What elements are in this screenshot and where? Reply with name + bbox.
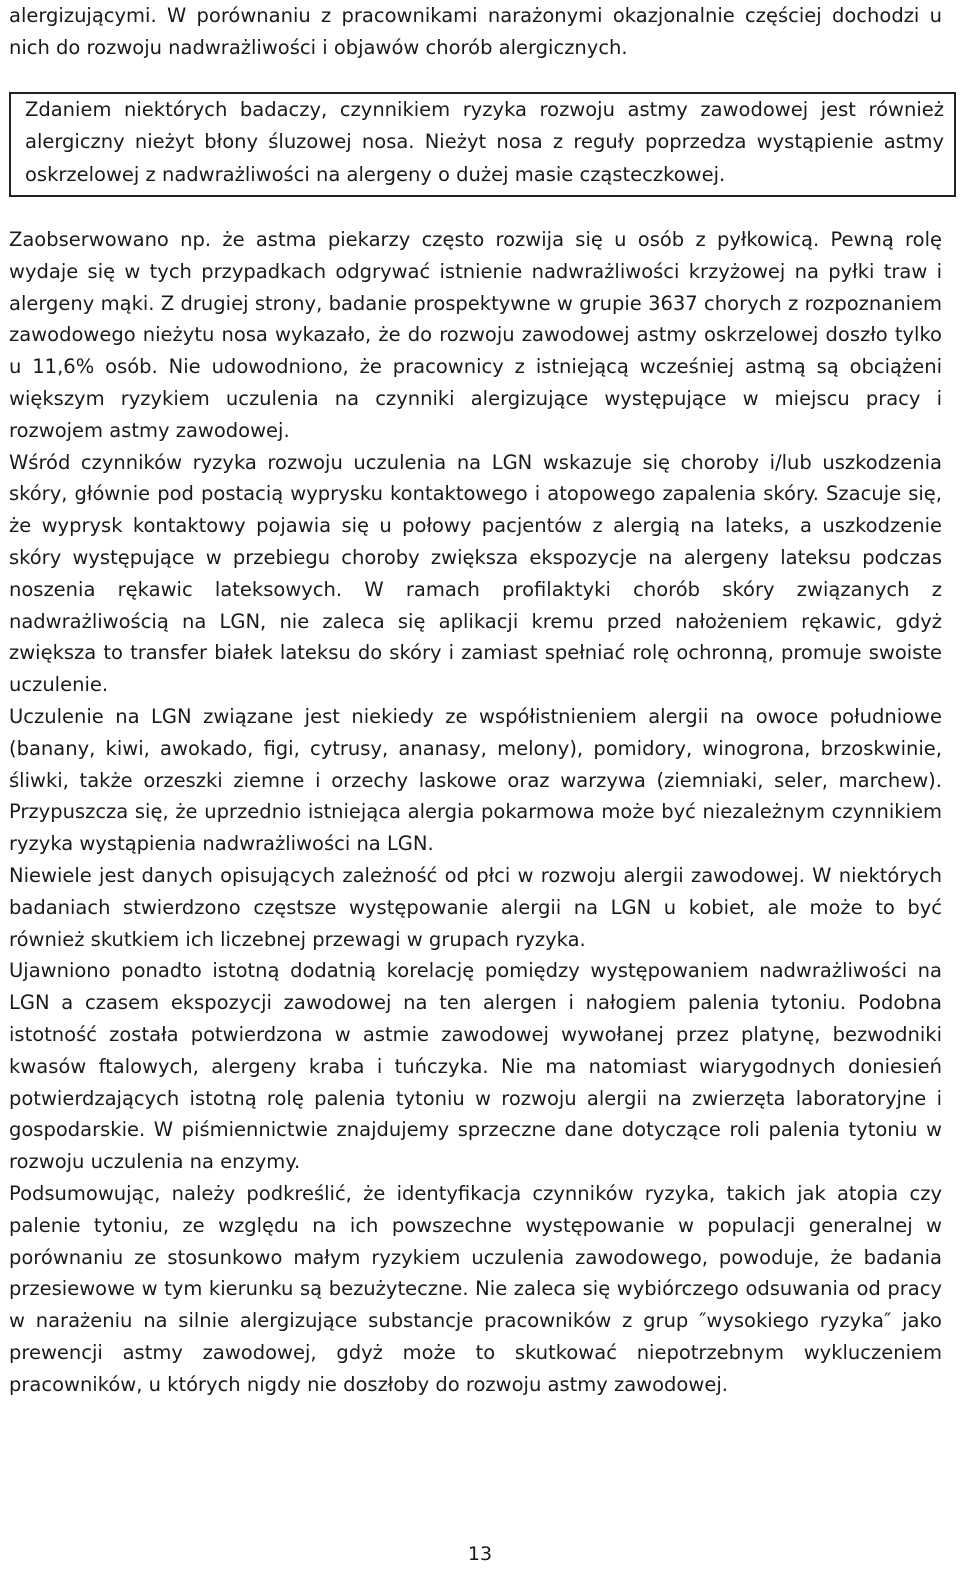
paragraph-6: Podsumowując, należy podkreślić, że identyfikacja czynników ryzyka, takich jak atopia czy palenie tytoniu, ze względu na ich powszechne występowanie w populacji generalnej w porównaniu ze stosunkowo małym ryzykiem uczulenia zawodowego, powoduje, że badania przesiewowe w tym kierunku są bezużyteczne. Nie zaleca się wybiórczego odsuwania od pracy w narażeniu na silnie alergizujące substancje pracowników z grup ″wysokiego ryzyka″ jako prewencji astmy zawodowej, gdyż może to skutkować niepotrzebnym wykluczeniem pracowników, u których nigdy nie doszłoby do rozwoju astmy zawodowej. (9, 1182, 942, 1396)
paragraph-spacer (9, 197, 942, 224)
paragraph-5: Ujawniono ponadto istotną dodatnią korelację pomiędzy występowaniem nadwrażliwości na LGN a czasem ekspozycji zawodowej na ten alergen i nałogiem palenia tytoniu. Podobna istotność została potwierdzona w astmie zawodowej wywołanej przez platynę, bezwodniki kwasów ftalowych, alergeny kraba i tuńczyka. Nie ma natomiast wiarygodnych doniesień potwierdzających istotną rolę palenia tytoniu w rozwoju alergii na zwierzęta laboratoryjne i gospodarskie. W piśmiennictwie znajdujemy sprzeczne dane dotyczące roli palenia tytoniu w rozwoju uczulenia na enzymy. (9, 959, 942, 1174)
paragraph-continued: alergizującymi. W porównaniu z pracownikami narażonymi okazjonalnie częściej dochodzi u nich do rozwoju nadwrażliwości i objawów chorób alergicznych. (9, 4, 942, 59)
paragraph-4: Niewiele jest danych opisujących zależność od płci w rozwoju alergii zawodowej. W niektórych badaniach stwierdzono częstsze występowanie alergii na LGN u kobiet, ale może to być również skutkiem ich liczebnej przewagi w grupach ryzyka. (9, 864, 942, 951)
document-page (9, 0, 942, 1401)
paragraph-1: Zaobserwowano np. że astma piekarzy często rozwija się u osób z pyłkowicą. Pewną rolę wydaje się w tych przypadkach odgrywać istnienie nadwrażliwości krzyżowej na pyłki traw i alergeny mąki. Z drugiej strony, badanie prospektywne w grupie 3637 chorych z rozpoznaniem zawodowego nieżytu nosa wykazało, że do rozwoju zawodowej astmy oskrzelowej doszło tylko u 11,6% osób. Nie udowodniono, że pracownicy z istniejącą wcześniej astmą są obciążeni większym ryzykiem uczulenia na czynniki alergizujące występujące w miejscu pracy i rozwojem astmy zawodowej. (9, 228, 942, 442)
paragraph-2: Wśród czynników ryzyka rozwoju uczulenia na LGN wskazuje się choroby i/lub uszkodzenia skóry, głównie pod postacią wyprysku kontaktowego i atopowego zapalenia skóry. Szacuje się, że wyprysk kontaktowy pojawia się u połowy pacjentów z alergią na lateks, a uszkodzenie skóry występujące w przebiegu choroby zwiększa ekspozycje na alergeny lateksu podczas noszenia rękawic lateksowych. W ramach profilaktyki chorób skóry związanych z nadwrażliwością na LGN, nie zaleca się aplikacji kremu przed nałożeniem rękawic, gdyż zwiększa to transfer białek lateksu do skóry i zamiast spełniać rolę ochronną, promuje swoiste uczulenie. (9, 450, 942, 697)
page-number: 13 (467, 1543, 493, 1565)
boxed-note (9, 92, 956, 198)
paragraph-3: Uczulenie na LGN związane jest niekiedy ze współistnieniem alergii na owoce południowe (banany, kiwi, awokado, figi, cytrusy, ananasy, melony), pomidory, winogrona, brzoskwinie, śliwki, także orzeszki ziemne i orzechy laskowe oraz warzywa (ziemniaki, seler, marchew). Przypuszcza się, że uprzednio istniejąca alergia pokarmowa może być niezależnym czynnikiem ryzyka wystąpienia nadwrażliwości na LGN. (9, 705, 942, 856)
boxed-paragraph: Zdaniem niektórych badaczy, czynnikiem ryzyka rozwoju astmy zawodowej jest również alergiczny nieżyt błony śluzowej nosa. Nieżyt nosa z reguły poprzedza wystąpienie astmy oskrzelowej z nadwrażliwości na alergeny o dużej masie cząsteczkowej. (25, 97, 944, 186)
